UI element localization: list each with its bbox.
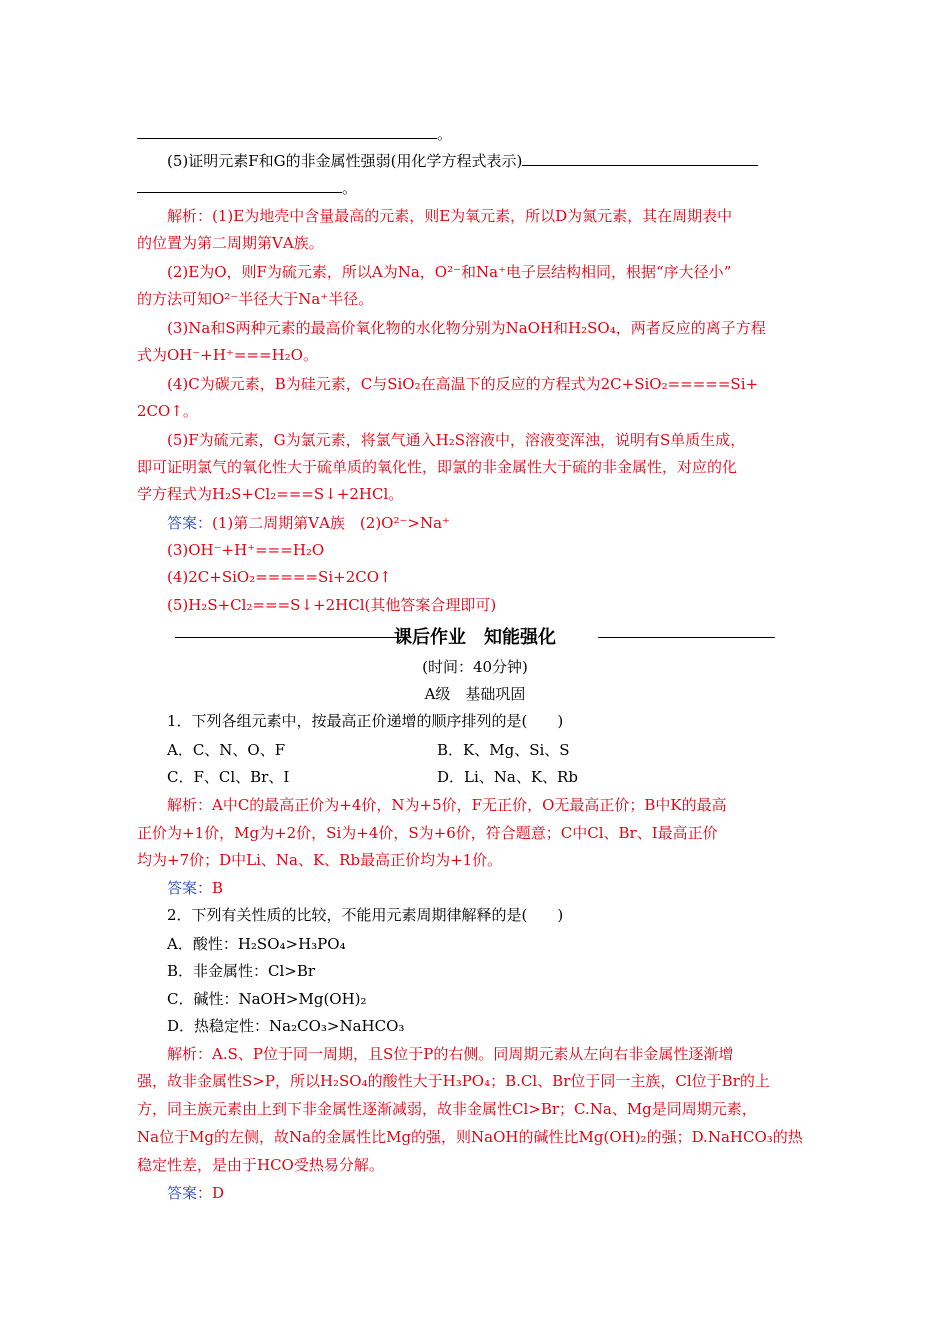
option-a: A．C、N、O、F <box>167 741 286 759</box>
option-d: D．Li、Na、K、Rb <box>437 768 578 786</box>
level-heading: A级 基础巩固 <box>424 685 526 703</box>
option-d: D．热稳定性：Na₂CO₃>NaHCO₃ <box>167 1017 405 1035</box>
answer-value: D <box>212 1184 225 1202</box>
analysis-line: (3)Na和S两种元素的最高价氧化物的水化物分别为NaOH和H₂SO₄，两者反应的离子方程 <box>167 319 766 337</box>
option-c: C．碱性：NaOH>Mg(OH)₂ <box>167 990 367 1008</box>
answer-value: B <box>212 879 224 897</box>
answer-line: (4)2C+SiO₂=====Si+2CO↑ <box>167 568 392 586</box>
analysis-line: 正价为+1价，Mg为+2价，Si为+4价，S为+6价，符合题意；C中Cl、Br、I最高正价 <box>137 824 718 842</box>
question-1-stem: 1．下列各组元素中，按最高正价递增的顺序排列的是( ) <box>167 712 564 730</box>
answer-blank-line-4: 。 <box>137 124 452 144</box>
section-title: 课后作业 知能强化 <box>394 627 556 648</box>
answer-line <box>167 878 223 898</box>
option-c: C．F、Cl、Br、I <box>167 768 290 786</box>
answer-line: (3)OH⁻+H⁺===H₂O <box>167 541 325 559</box>
analysis-line: 解析：A.S、P位于同一周期，且S位于P的右侧。同周期元素从左向右非金属性逐渐增 <box>167 1045 734 1063</box>
analysis-line: (2)E为O，则F为硫元素，所以A为Na，O²⁻和Na⁺电子层结构相同，根据“序大径小” <box>167 263 732 281</box>
analysis-line: 的位置为第二周期第ⅤA族。 <box>137 234 324 252</box>
analysis-line: 解析：A中C的最高正价为+4价，N为+5价，F无正价，O无最高正价；B中K的最高 <box>167 796 727 814</box>
time-limit: (时间：40分钟) <box>422 658 528 676</box>
answer-line: 答案：(1)第二周期第ⅤA族 (2)O²⁻>Na⁺ <box>167 514 450 532</box>
analysis-line: (4)C为碳元素，B为硅元素，C与SiO₂在高温下的反应的方程式为2C+SiO₂=====Si+ <box>167 375 759 393</box>
analysis-line: 学方程式为H₂S+Cl₂===S↓+2HCl。 <box>137 485 404 503</box>
option-b: B．非金属性：Cl>Br <box>167 962 316 980</box>
answer-line <box>167 1183 224 1203</box>
blank-line <box>137 178 342 193</box>
option-a: A．酸性：H₂SO₄>H₃PO₄ <box>167 935 346 953</box>
analysis-line: 均为+7价；D中Li、Na、K、Rb最高正价均为+1价。 <box>137 851 503 869</box>
answer-blank-line-5: 。 <box>137 178 357 198</box>
analysis-line: 式为OH⁻+H⁺===H₂O。 <box>137 346 318 364</box>
analysis-line: 2CO↑。 <box>137 402 198 420</box>
analysis-line: 强，故非金属性S>P，所以H₂SO₄的酸性大于H₃PO₄；B.Cl、Br位于同一主族，Cl位于Br的上 <box>137 1072 770 1090</box>
question-5-prompt: (5)证明元素F和G的非金属性强弱(用化学方程式表示) <box>167 151 758 171</box>
section-banner <box>175 626 775 650</box>
option-b: B．K、Mg、Si、S <box>437 741 570 759</box>
blank-line <box>137 124 437 139</box>
analysis-line: 解析：(1)E为地壳中含量最高的元素，则E为氧元素，所以D为氮元素，其在周期表中 <box>167 207 733 225</box>
analysis-line: 方，同主族元素由上到下非金属性逐渐减弱，故非金属性Cl>Br；C.Na、Mg是同周期元素， <box>137 1100 757 1118</box>
answer-label: 答案： <box>167 879 213 897</box>
analysis-line: (5)F为硫元素，G为氯元素，将氯气通入H₂S溶液中，溶液变浑浊，说明有S单质生成， <box>167 431 746 449</box>
answer-label: 答案： <box>167 514 213 532</box>
answer-label: 答案： <box>167 1184 213 1202</box>
analysis-line: 的方法可知O²⁻半径大于Na⁺半径。 <box>137 290 374 308</box>
analysis-line: 稳定性差，是由于HCO受热易分解。 <box>137 1156 384 1174</box>
analysis-line: 即可证明氯气的氧化性大于硫单质的氧化性，即氯的非金属性大于硫的非金属性，对应的化 <box>137 458 738 476</box>
question-2-stem: 2．下列有关性质的比较，不能用元素周期律解释的是( ) <box>167 906 564 924</box>
answer-line: (5)H₂S+Cl₂===S↓+2HCl(其他答案合理即可) <box>167 596 497 614</box>
blank-line <box>522 151 758 166</box>
analysis-line: Na位于Mg的左侧，故Na的金属性比Mg的强，则NaOH的碱性比Mg(OH)₂的强；D.NaHCO₃的热 <box>137 1128 803 1146</box>
